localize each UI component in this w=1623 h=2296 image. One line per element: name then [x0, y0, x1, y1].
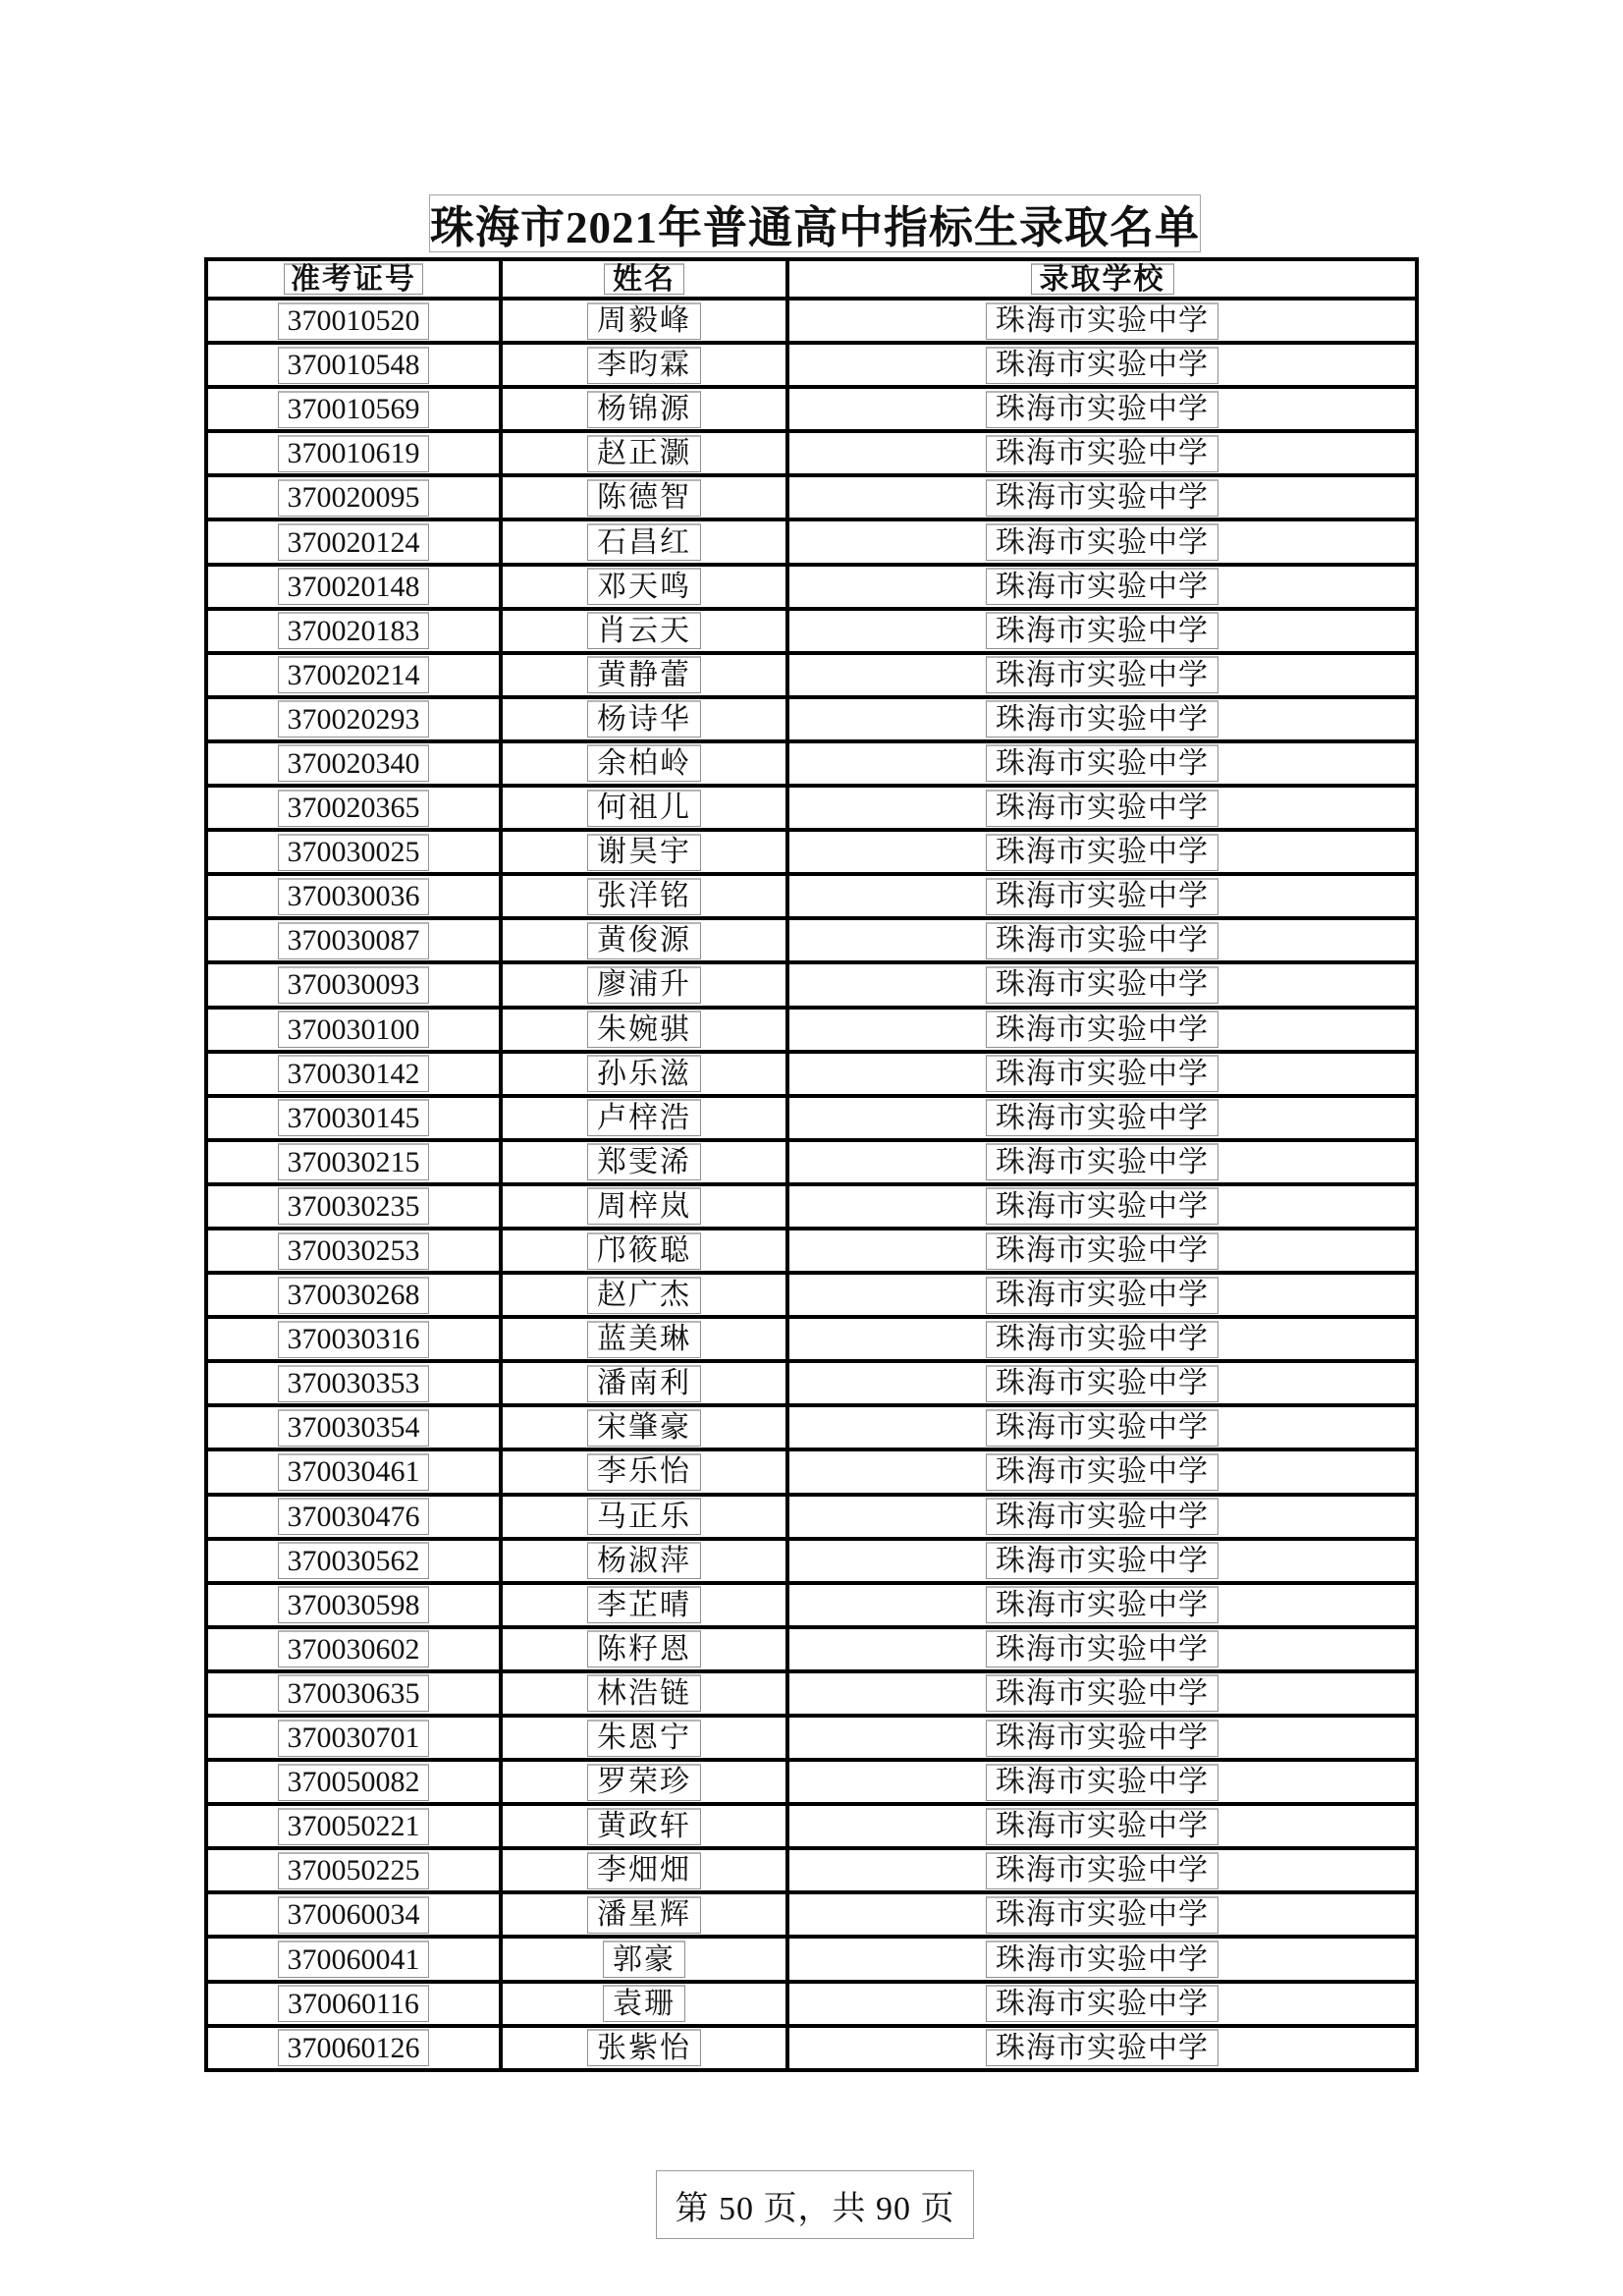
exam-id-value: 370050221 [278, 1808, 429, 1845]
name-value: 朱恩宁 [587, 1720, 701, 1757]
header-cell-exam-id [208, 261, 503, 297]
name-cell [503, 1762, 789, 1802]
school-cell [789, 1585, 1415, 1625]
exam-id-cell [208, 1806, 503, 1846]
name-value: 周梓岚 [587, 1187, 701, 1225]
exam-id-cell [208, 832, 503, 872]
name-cell [503, 433, 789, 473]
school-value: 珠海市实验中学 [986, 612, 1218, 649]
exam-id-cell [208, 743, 503, 784]
school-value: 珠海市实验中学 [986, 1099, 1218, 1136]
school-value: 珠海市实验中学 [986, 568, 1218, 605]
exam-id-value: 370030100 [278, 1011, 429, 1048]
school-value: 珠海市实验中学 [986, 744, 1218, 782]
school-cell [789, 1010, 1415, 1050]
table-row [208, 611, 1415, 655]
exam-id-cell [208, 1275, 503, 1315]
school-value: 珠海市实验中学 [986, 347, 1218, 384]
school-value: 珠海市实验中学 [986, 700, 1218, 738]
exam-id-cell [208, 1497, 503, 1537]
name-value: 谢昊宇 [587, 834, 701, 871]
school-cell [789, 1850, 1415, 1890]
name-value: 李昀霖 [587, 347, 701, 384]
name-value: 杨淑萍 [587, 1542, 701, 1579]
exam-id-cell [208, 1939, 503, 1979]
name-cell [503, 1541, 789, 1581]
table-row [208, 1984, 1415, 2028]
table-row [208, 1585, 1415, 1629]
school-value: 珠海市实验中学 [986, 1321, 1218, 1358]
school-cell [789, 1629, 1415, 1669]
exam-id-value: 370010619 [278, 435, 429, 472]
name-cell [503, 1718, 789, 1758]
exam-id-cell [208, 1230, 503, 1271]
school-value: 珠海市实验中学 [986, 1720, 1218, 1757]
school-value: 珠海市实验中学 [986, 790, 1218, 827]
name-cell [503, 788, 789, 828]
school-cell [789, 655, 1415, 695]
exam-id-cell [208, 1541, 503, 1581]
exam-id-cell [208, 1585, 503, 1625]
name-cell [503, 1186, 789, 1227]
exam-id-value: 370020095 [278, 479, 429, 517]
name-cell [503, 832, 789, 872]
school-value: 珠海市实验中学 [986, 1941, 1218, 1978]
school-value: 珠海市实验中学 [986, 1453, 1218, 1491]
school-cell [789, 876, 1415, 916]
name-value: 卢梓浩 [587, 1099, 701, 1136]
exam-id-value: 370010569 [278, 391, 429, 428]
school-cell [789, 1541, 1415, 1581]
name-cell [503, 345, 789, 385]
school-value: 珠海市实验中学 [986, 1409, 1218, 1447]
name-cell [503, 1319, 789, 1359]
exam-id-cell [208, 477, 503, 518]
table-row [208, 433, 1415, 477]
exam-id-value: 370030598 [278, 1586, 429, 1623]
table-row [208, 1718, 1415, 1762]
table-row [208, 1673, 1415, 1718]
name-value: 赵广杰 [587, 1277, 701, 1314]
exam-id-value: 370030253 [278, 1232, 429, 1270]
school-value: 珠海市实验中学 [986, 1630, 1218, 1667]
school-value: 珠海市实验中学 [986, 435, 1218, 472]
table-row [208, 389, 1415, 433]
name-value: 余柏岭 [587, 744, 701, 782]
exam-id-cell [208, 876, 503, 916]
school-value: 珠海市实验中学 [986, 1542, 1218, 1579]
school-cell [789, 1054, 1415, 1094]
name-cell [503, 389, 789, 429]
exam-id-value: 370060041 [278, 1941, 429, 1978]
exam-id-value: 370030036 [278, 878, 429, 915]
page-number-text: 第 50 页，共 90 页 [675, 2190, 955, 2227]
name-cell [503, 1850, 789, 1890]
table-row [208, 1850, 1415, 1894]
table-row [208, 1629, 1415, 1673]
table-row [208, 1806, 1415, 1850]
exam-id-cell [208, 964, 503, 1005]
exam-id-cell [208, 1629, 503, 1669]
exam-id-value: 370020340 [278, 744, 429, 782]
school-value: 珠海市实验中学 [986, 966, 1218, 1004]
exam-id-cell [208, 567, 503, 607]
name-value: 肖云天 [587, 612, 701, 649]
school-value: 珠海市实验中学 [986, 1586, 1218, 1623]
school-cell [789, 389, 1415, 429]
exam-id-value: 370030235 [278, 1187, 429, 1225]
table-row [208, 1894, 1415, 1939]
name-value: 赵正灏 [587, 435, 701, 472]
table-row [208, 1319, 1415, 1363]
exam-id-value: 370010520 [278, 302, 429, 340]
school-value: 珠海市实验中学 [986, 1852, 1218, 1889]
exam-id-value: 370030087 [278, 922, 429, 959]
name-cell [503, 1984, 789, 2024]
exam-id-cell [208, 1142, 503, 1182]
exam-id-value: 370030268 [278, 1277, 429, 1314]
exam-id-value: 370030353 [278, 1365, 429, 1402]
school-cell [789, 1275, 1415, 1315]
table-row [208, 1275, 1415, 1319]
exam-id-value: 370030145 [278, 1099, 429, 1136]
table-row [208, 1541, 1415, 1585]
table-rows [208, 301, 1415, 2068]
school-cell [789, 788, 1415, 828]
exam-id-cell [208, 1407, 503, 1448]
school-cell [789, 1984, 1415, 2024]
exam-id-cell [208, 1673, 503, 1714]
name-cell [503, 655, 789, 695]
school-value: 珠海市实验中学 [986, 1187, 1218, 1225]
exam-id-value: 370030635 [278, 1674, 429, 1712]
school-cell [789, 1806, 1415, 1846]
name-cell [503, 1407, 789, 1448]
exam-id-value: 370020214 [278, 656, 429, 693]
table-row [208, 1762, 1415, 1806]
school-cell [789, 1230, 1415, 1271]
table-row [208, 964, 1415, 1009]
exam-id-cell [208, 1186, 503, 1227]
exam-id-value: 370020365 [278, 790, 429, 827]
name-value: 石昌红 [587, 523, 701, 561]
school-value: 珠海市实验中学 [986, 1143, 1218, 1180]
name-cell [503, 920, 789, 960]
exam-id-value: 370030602 [278, 1630, 429, 1667]
school-cell [789, 611, 1415, 651]
table-row [208, 655, 1415, 699]
table-row [208, 301, 1415, 345]
name-cell [503, 477, 789, 518]
table-row [208, 832, 1415, 876]
name-cell [503, 1806, 789, 1846]
name-cell [503, 1010, 789, 1050]
name-value: 孙乐滋 [587, 1055, 701, 1092]
name-cell [503, 2028, 789, 2068]
exam-id-cell [208, 1984, 503, 2024]
exam-id-cell [208, 788, 503, 828]
name-cell [503, 1629, 789, 1669]
table-row [208, 1186, 1415, 1230]
name-cell [503, 521, 789, 562]
name-value: 张紫怡 [587, 2029, 701, 2066]
school-value: 珠海市实验中学 [986, 391, 1218, 428]
exam-id-cell [208, 699, 503, 739]
name-cell [503, 876, 789, 916]
name-value: 林浩链 [587, 1674, 701, 1712]
exam-id-cell [208, 1010, 503, 1050]
name-value: 朱婉骐 [587, 1011, 701, 1048]
school-cell [789, 699, 1415, 739]
name-value: 陈籽恩 [587, 1630, 701, 1667]
name-cell [503, 1230, 789, 1271]
name-value: 邝筱聪 [587, 1232, 701, 1270]
table-row [208, 1098, 1415, 1142]
exam-id-value: 370030025 [278, 834, 429, 871]
school-cell [789, 1451, 1415, 1492]
name-value: 黄政轩 [587, 1808, 701, 1845]
table-row [208, 699, 1415, 743]
exam-id-value: 370060116 [278, 1985, 429, 2022]
name-value: 李芷晴 [587, 1586, 701, 1623]
name-cell [503, 1451, 789, 1492]
name-cell [503, 1363, 789, 1403]
school-value: 珠海市实验中学 [986, 1498, 1218, 1535]
school-value: 珠海市实验中学 [986, 878, 1218, 915]
table-row [208, 743, 1415, 788]
name-value: 黄俊源 [587, 922, 701, 959]
name-value: 李乐怡 [587, 1453, 701, 1491]
exam-id-value: 370060126 [278, 2029, 429, 2066]
page-title [429, 194, 1201, 252]
name-cell [503, 1673, 789, 1714]
exam-id-value: 370030476 [278, 1498, 429, 1535]
school-cell [789, 1186, 1415, 1227]
exam-id-cell [208, 1319, 503, 1359]
name-cell [503, 1275, 789, 1315]
school-cell [789, 477, 1415, 518]
name-cell [503, 1939, 789, 1979]
table-row [208, 1054, 1415, 1098]
name-cell [503, 1585, 789, 1625]
header-cell-school [789, 261, 1415, 297]
school-cell [789, 301, 1415, 341]
name-value: 李畑畑 [587, 1852, 701, 1889]
exam-id-value: 370020293 [278, 700, 429, 738]
page-title-text: 珠海市2021年普通高中指标生录取名单 [430, 203, 1201, 252]
name-value: 潘星辉 [587, 1896, 701, 1934]
name-cell [503, 1142, 789, 1182]
name-cell [503, 964, 789, 1005]
name-value: 袁珊 [603, 1985, 685, 2022]
name-value: 郑雯浠 [587, 1143, 701, 1180]
exam-id-cell [208, 655, 503, 695]
exam-id-value: 370030215 [278, 1143, 429, 1180]
school-cell [789, 1363, 1415, 1403]
exam-id-value: 370030461 [278, 1453, 429, 1491]
school-cell [789, 1098, 1415, 1138]
school-value: 珠海市实验中学 [986, 1232, 1218, 1270]
name-value: 郭豪 [603, 1941, 685, 1978]
table-row [208, 345, 1415, 389]
name-value: 罗荣珍 [587, 1764, 701, 1801]
school-cell [789, 521, 1415, 562]
header-label-exam-id: 准考证号 [284, 263, 423, 295]
table-row [208, 1142, 1415, 1186]
name-cell [503, 743, 789, 784]
exam-id-cell [208, 611, 503, 651]
exam-id-cell [208, 521, 503, 562]
exam-id-cell [208, 301, 503, 341]
exam-id-cell [208, 1098, 503, 1138]
exam-id-cell [208, 345, 503, 385]
school-value: 珠海市实验中学 [986, 1277, 1218, 1314]
school-value: 珠海市实验中学 [986, 656, 1218, 693]
school-cell [789, 1939, 1415, 1979]
name-value: 潘南利 [587, 1365, 701, 1402]
school-value: 珠海市实验中学 [986, 1674, 1218, 1712]
exam-id-cell [208, 1762, 503, 1802]
exam-id-cell [208, 2028, 503, 2068]
header-cell-name [503, 261, 789, 297]
school-cell [789, 1673, 1415, 1714]
table-row [208, 1497, 1415, 1541]
school-value: 珠海市实验中学 [986, 523, 1218, 561]
name-value: 蓝美琳 [587, 1321, 701, 1358]
table-row [208, 477, 1415, 521]
name-cell [503, 1497, 789, 1537]
exam-id-value: 370020183 [278, 612, 429, 649]
exam-id-cell [208, 1718, 503, 1758]
school-cell [789, 1762, 1415, 1802]
table-row [208, 1407, 1415, 1451]
exam-id-cell [208, 389, 503, 429]
name-cell [503, 1098, 789, 1138]
table-row [208, 876, 1415, 920]
school-cell [789, 1497, 1415, 1537]
school-value: 珠海市实验中学 [986, 834, 1218, 871]
header-label-school: 录取学校 [1031, 263, 1174, 295]
name-value: 杨诗华 [587, 700, 701, 738]
exam-id-value: 370030701 [278, 1720, 429, 1757]
name-cell [503, 1054, 789, 1094]
exam-id-cell [208, 1054, 503, 1094]
exam-id-cell [208, 1894, 503, 1935]
school-value: 珠海市实验中学 [986, 1011, 1218, 1048]
school-value: 珠海市实验中学 [986, 1055, 1218, 1092]
table-row [208, 2028, 1415, 2068]
exam-id-value: 370010548 [278, 347, 429, 384]
admission-table [204, 257, 1419, 2072]
name-cell [503, 611, 789, 651]
school-value: 珠海市实验中学 [986, 2029, 1218, 2066]
exam-id-value: 370020148 [278, 568, 429, 605]
school-cell [789, 920, 1415, 960]
exam-id-value: 370030142 [278, 1055, 429, 1092]
table-row [208, 1010, 1415, 1054]
name-cell [503, 301, 789, 341]
table-row [208, 1230, 1415, 1275]
school-cell [789, 1142, 1415, 1182]
exam-id-cell [208, 1363, 503, 1403]
school-value: 珠海市实验中学 [986, 1985, 1218, 2022]
school-cell [789, 1319, 1415, 1359]
name-value: 马正乐 [587, 1498, 701, 1535]
header-label-name: 姓名 [604, 263, 684, 295]
school-cell [789, 1718, 1415, 1758]
exam-id-cell [208, 1451, 503, 1492]
name-value: 周毅峰 [587, 302, 701, 340]
school-value: 珠海市实验中学 [986, 922, 1218, 959]
name-value: 张洋铭 [587, 878, 701, 915]
name-value: 黄静蕾 [587, 656, 701, 693]
name-value: 邓天鸣 [587, 568, 701, 605]
school-cell [789, 743, 1415, 784]
exam-id-cell [208, 920, 503, 960]
table-row [208, 1939, 1415, 1983]
name-value: 陈德智 [587, 479, 701, 517]
school-value: 珠海市实验中学 [986, 1764, 1218, 1801]
table-row [208, 1451, 1415, 1496]
exam-id-value: 370030093 [278, 966, 429, 1004]
school-cell [789, 567, 1415, 607]
school-cell [789, 433, 1415, 473]
table-header-row [208, 261, 1415, 301]
name-value: 廖浦升 [587, 966, 701, 1004]
exam-id-value: 370060034 [278, 1896, 429, 1934]
name-cell [503, 1894, 789, 1935]
name-value: 何祖儿 [587, 790, 701, 827]
name-value: 杨锦源 [587, 391, 701, 428]
school-cell [789, 1407, 1415, 1448]
school-value: 珠海市实验中学 [986, 1365, 1218, 1402]
school-value: 珠海市实验中学 [986, 302, 1218, 340]
school-cell [789, 345, 1415, 385]
school-value: 珠海市实验中学 [986, 479, 1218, 517]
exam-id-value: 370030316 [278, 1321, 429, 1358]
school-cell [789, 2028, 1415, 2068]
table-row [208, 567, 1415, 611]
school-value: 珠海市实验中学 [986, 1896, 1218, 1934]
exam-id-value: 370050082 [278, 1764, 429, 1801]
exam-id-value: 370030354 [278, 1409, 429, 1447]
exam-id-cell [208, 1850, 503, 1890]
school-cell [789, 832, 1415, 872]
page-number-footer [656, 2170, 974, 2239]
exam-id-value: 370020124 [278, 523, 429, 561]
exam-id-cell [208, 433, 503, 473]
school-value: 珠海市实验中学 [986, 1808, 1218, 1845]
exam-id-value: 370030562 [278, 1542, 429, 1579]
name-cell [503, 567, 789, 607]
school-cell [789, 1894, 1415, 1935]
school-cell [789, 964, 1415, 1005]
table-row [208, 788, 1415, 832]
name-cell [503, 699, 789, 739]
exam-id-value: 370050225 [278, 1852, 429, 1889]
table-row [208, 521, 1415, 566]
name-value: 宋肇豪 [587, 1409, 701, 1447]
table-row [208, 1363, 1415, 1407]
table-row [208, 920, 1415, 964]
